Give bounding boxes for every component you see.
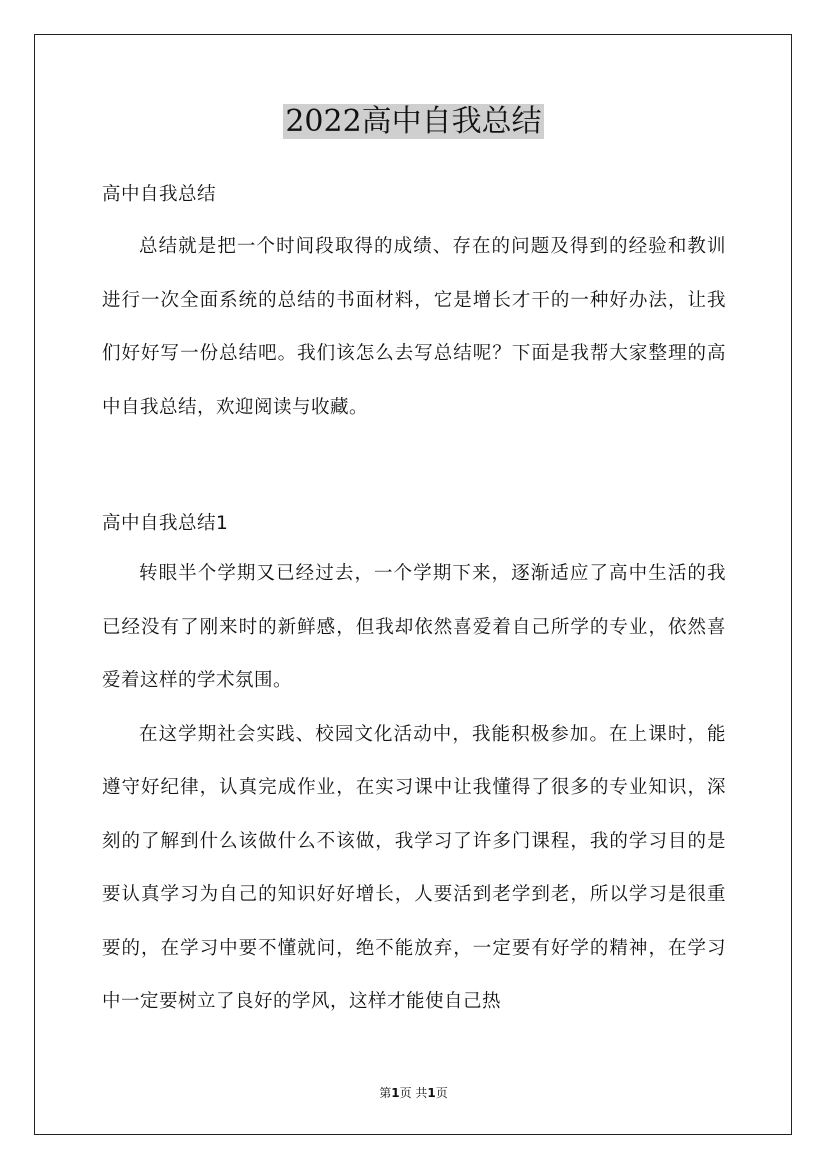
footer-suffix: 页 [435,1086,448,1100]
footer-mid: 页 共 [399,1086,428,1100]
document-title [0,102,827,142]
document-title-text: 2022高中自我总结 [285,104,542,139]
footer-total-pages: 1 [427,1086,436,1100]
intro-paragraph: 总结就是把一个时间段取得的成绩、存在的问题及得到的经验和教训进行一次全面系统的总结的书面材料，它是增长才干的一种好办法，让我们好好写一份总结吧。我们该怎么去写总结呢？下面是我帮大家整理的高中自我总结，欢迎阅读与收藏。 [102,236,726,418]
section1-block [102,547,726,1029]
section1-paragraph-2: 在这学期社会实践、校园文化活动中，我能积极参加。在上课时，能遵守好纪律，认真完成作业，在实习课中让我懂得了很多的专业知识，深刻的了解到什么该做什么不该做，我学习了许多门课程，我的学习目的是要认真学习为自己的知识好好增长，人要活到老学到老，所以学习是很重要的，在学习中要不懂就问，绝不能放弃，一定要有好学的精神，在学习中一定要树立了良好的学风，这样才能使自己热 [102,723,726,1012]
section1-heading: 高中自我总结1 [102,513,229,534]
page-footer [0,1084,827,1101]
intro-block [102,220,726,434]
footer-prefix: 第 [379,1086,392,1100]
section1-paragraph-1: 转眼半个学期又已经过去，一个学期下来，逐渐适应了高中生活的我已经没有了刚来时的新鲜感，但我却依然喜爱着自己所学的专业，依然喜爱着这样的学术氛围。 [102,563,726,691]
footer-current-page: 1 [391,1086,400,1100]
intro-heading: 高中自我总结 [102,184,217,205]
